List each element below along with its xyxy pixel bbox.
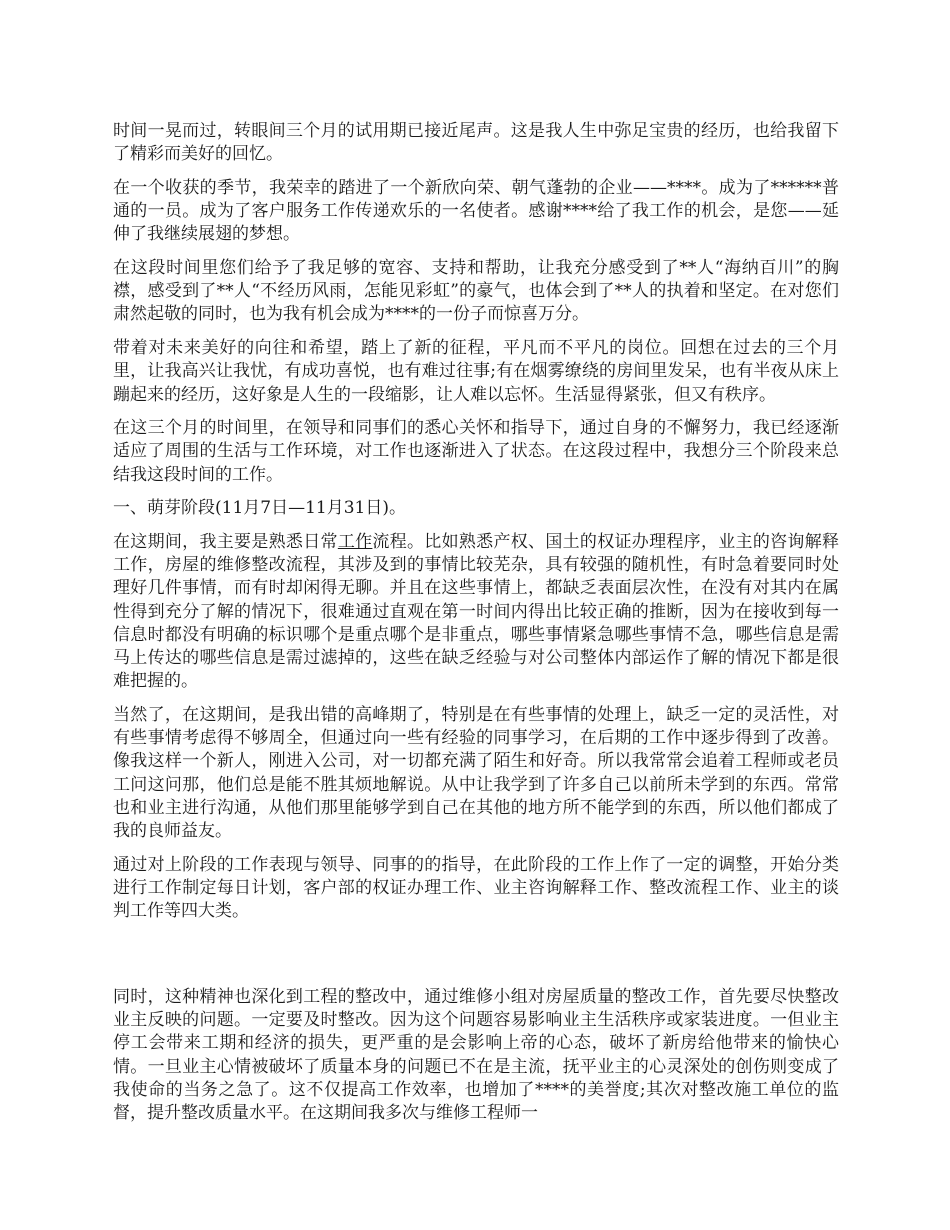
paragraph-summary-intro: 在这三个月的时间里，在领导和同事们的悉心关怀和指导下，通过自身的不懈努力，我已经逐渐适应了周围的生活与工作环境，对工作也逐渐进入了状态。在这段过程中，我想分三个阶段来总结我这段时间的工作。 <box>113 418 839 485</box>
work-link[interactable]: 工作 <box>337 532 373 553</box>
paragraph-adjustment: 通过对上阶段的工作表现与领导、同事的的指导，在此阶段的工作上作了一定的调整，开始分类进行工作制定每日计划，客户部的权证办理工作、业主咨询解释工作、整改流程工作、业主的谈判工作等四大类。 <box>113 854 839 922</box>
document-continuation <box>113 986 839 1125</box>
paragraph-mistakes: 当然了，在这期间，是我出错的高峰期了，特别是在有些事情的处理上，缺乏一定的灵活性，对有些事情考虑得不够周全，但通过向一些有经验的同事学习，在后期的工作中逐步得到了改善。像我这样一个新人，刚进入公司，对一切都充满了陌生和好奇。所以我常常会追着工程师或老员工问这问那，他们总是能不胜其烦地解说。从中让我学到了许多自己以前所未学到的东西。常常也和业主进行沟通，从他们那里能够学到自己在其他的地方所不能学到的东西，所以他们都成了我的良师益友。 <box>113 704 839 841</box>
paragraph-gratitude: 在这段时间里您们给予了我足够的宽容、支持和帮助，让我充分感受到了**人“海纳百川”的胸襟，感受到了**人“不经历风雨，怎能见彩虹”的豪气，也体会到了**人的执着和坚定。在对您们肃然起敬的同时，也为我有机会成为****的一份子而惊喜万分。 <box>113 258 839 325</box>
paragraph-journey: 带着对未来美好的向往和希望，踏上了新的征程，平凡而不平凡的岗位。回想在过去的三个月里，让我高兴让我忧，有成功喜悦，也有难过往事;有在烟雾缭绕的房间里发呆，也有半夜从床上蹦起来的经历，这好象是人生的一段缩影，让人难以忘怀。生活显得紧张，但又有秩序。 <box>113 338 839 405</box>
paragraph-intro: 时间一晃而过，转眼间三个月的试用期已接近尾声。这是我人生中弥足宝贵的经历，也给我留下了精彩而美好的回忆。 <box>113 121 839 165</box>
section-heading: 一、萌芽阶段(11月7日—11月31日)。 <box>113 498 406 519</box>
paragraph-joining: 在一个收获的季节，我荣幸的踏进了一个新欣向荣、朝气蓬勃的企业——****。成为了******普通的一员。成为了客户服务工作传递欢乐的一名使者。感谢****给了我工作的机会，是您——延伸了我继续展翅的梦想。 <box>113 177 839 245</box>
paragraph-text: 在这期间，我主要是熟悉日常 <box>113 532 338 553</box>
paragraph-familiarization <box>113 531 839 693</box>
paragraph-rectification: 同时，这种精神也深化到工程的整改中，通过维修小组对房屋质量的整改工作，首先要尽快整改业主反映的问题。一定要及时整改。因为这个问题容易影响业主生活秩序或家装进度。一但业主停工会带来工期和经济的损失，更严重的是会影响上帝的心态，破坏了新房给他带来的愉快心情。一旦业主心情被破坏了质量本身的问题已不在是主流，抚平业主的心灵深处的创伤则变成了我使命的当务之急了。这不仅提高工作效率，也增加了****的美誉度;其次对整改施工单位的监督，提升整改质量水平。在这期间我多次与维修工程师一 <box>113 987 839 1124</box>
paragraph-text: 流程。比如熟悉产权、国土的权证办理程序，业主的咨询解释工作，房屋的维修整改流程，其涉及到的事情比较芜杂，具有较强的随机性，有时急着要同时处理好几件事情，而有时却闲得无聊。并且在这些事情上，都缺乏表面层次性，在没有对其内在属性得到充分了解的情况下，很难通过直观在第一时间内得出比较正确的推断，因为在接收到每一信息时都没有明确的标识哪个是重点哪个是非重点，哪些事情紧急哪些事情不急，哪些信息是需马上传达的哪些信息是需过滤掉的，这些在缺乏经验与对公司整体内部运作了解的情况下都是很难把握的。 <box>113 532 840 692</box>
document-body <box>113 120 839 934</box>
